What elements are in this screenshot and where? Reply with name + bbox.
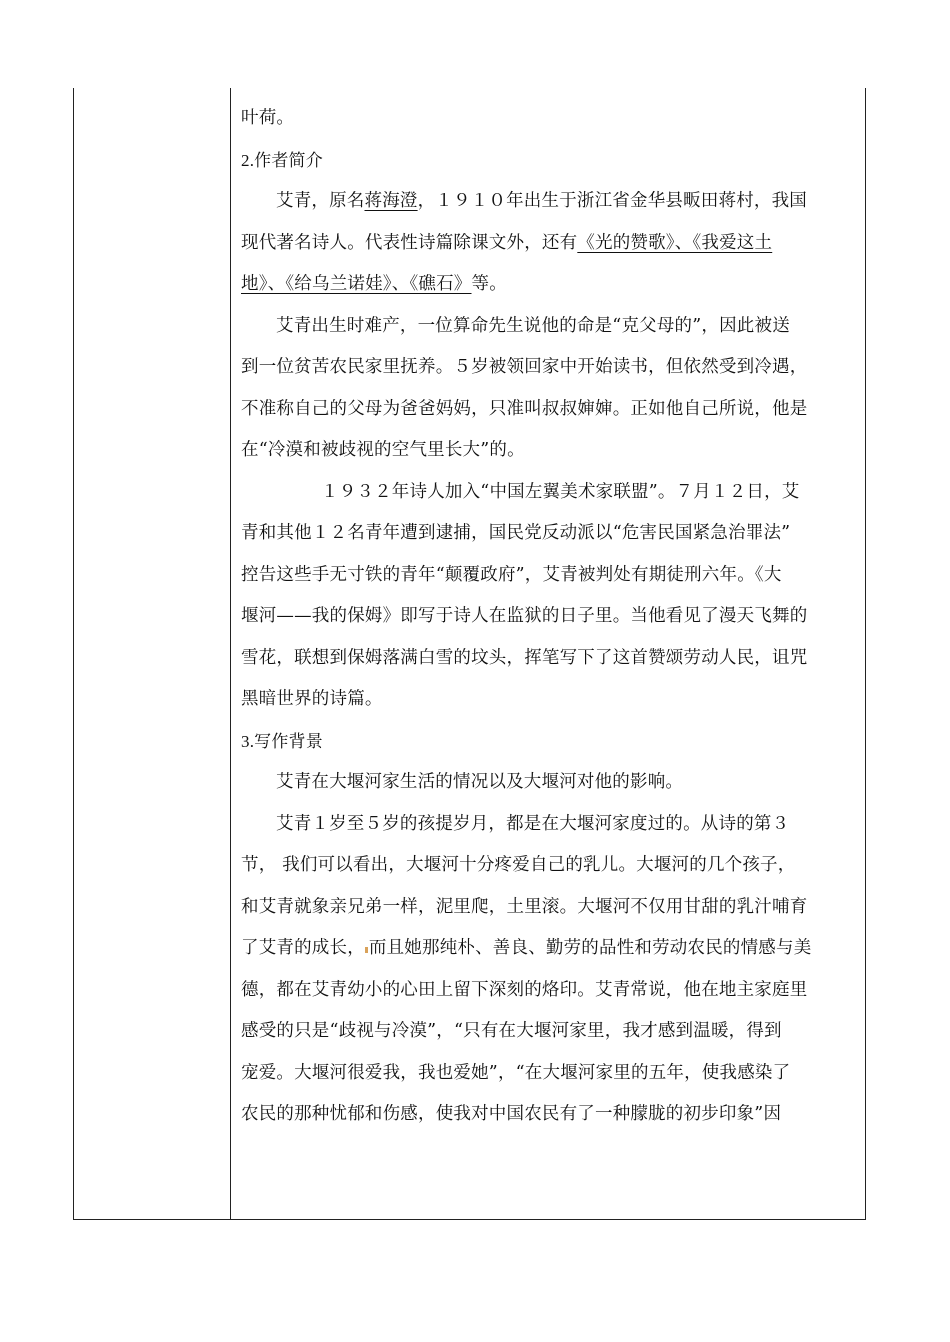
text-line: 叶荷。 [241, 108, 295, 128]
paragraph-line: 黑暗世界的诗篇。 [241, 689, 383, 709]
paragraph-line: 了艾青的成长， 而且她那纯朴、善良、勤劳的品性和劳动农民的情感与美 [241, 938, 812, 958]
table-left-column [74, 88, 231, 1219]
section-heading-author: 2.作者简介 [241, 150, 323, 170]
underlined-name: 蒋海澄 [364, 191, 418, 211]
paragraph-line: 地》、《给乌兰诺娃》、《礁石》等。 [241, 274, 507, 294]
table-right-column [231, 88, 866, 1219]
paragraph-line: 德，都在艾青幼小的心田上留下深刻的烙印。艾青常说，他在地主家庭里 [241, 979, 808, 1000]
content-table [73, 88, 866, 1220]
paragraph-line: 宠爱。大堰河很爱我，我也爱她”，“在大堰河家里的五年，使我感染了 [241, 1062, 791, 1083]
paragraph-line: 农民的那种忧郁和伤感，使我对中国农民有了一种朦胧的初步印象”因 [241, 1104, 782, 1124]
paragraph-line: 雪花，联想到保姆落满白雪的坟头，挥笔写下了这首赞颂劳动人民，诅咒 [241, 647, 808, 668]
paragraph-line: 艾青出生时难产，一位算命先生说他的命是“克父母的”，因此被送 [276, 315, 790, 336]
paragraph-line: １９３２年诗人加入“中国左翼美术家联盟”。７月１２日，艾 [321, 481, 800, 502]
underlined-works: 地》、《给乌兰诺娃》、《礁石》 [241, 274, 472, 294]
paragraph-line: 节， 我们可以看出，大堰河十分疼爱自己的乳儿。大堰河的几个孩子， [241, 855, 796, 875]
paragraph-line: 不准称自己的父母为爸爸妈妈，只准叫叔叔婶婶。正如他自己所说，他是 [241, 398, 808, 419]
paragraph-line: 控告这些手无寸铁的青年“颠覆政府”，艾青被判处有期徒刑六年。《大 [241, 564, 782, 585]
paragraph-line: 青和其他１２名青年遭到逮捕，国民党反动派以“危害民国紧急治罪法” [241, 523, 791, 543]
paragraph-line [241, 181, 856, 223]
paragraph-line: 艾青１岁至５岁的孩提岁月，都是在大堰河家度过的。从诗的第３ [276, 813, 790, 834]
paragraph-line: 现代著名诗人。代表性诗篇除课文外，还有《光的赞歌》、《我爱这土 [241, 232, 773, 253]
paragraph-line: 艾青在大堰河家生活的情况以及大堰河对他的影响。 [276, 772, 684, 792]
paragraph-line: 到一位贫苦农民家里抚养。５岁被领回家中开始读书，但依然受到冷遇， [241, 357, 808, 377]
paragraph-line: 在“冷漠和被歧视的空气里长大”的。 [241, 440, 525, 460]
underlined-works: 《光的赞歌》、《我爱这土 [577, 232, 773, 253]
paragraph-line: 和艾青就象亲兄弟一样，泥里爬，土里滚。大堰河不仅用甘甜的乳汁哺育 [241, 896, 808, 917]
paragraph-line: 堰河——我的保姆》即写于诗人在监狱的日子里。当他看见了漫天飞舞的 [241, 606, 808, 626]
edit-mark-icon [365, 947, 368, 953]
paragraph-line: 感受的只是“歧视与冷漠”，“只有在大堰河家里，我才感到温暖，得到 [241, 1021, 782, 1041]
section-heading-background: 3.写作背景 [241, 731, 323, 751]
text-fragment: 艾青，原名蒋海澄，１９１０年出生于浙江省金华县畈田蒋村，我国 [276, 191, 808, 211]
